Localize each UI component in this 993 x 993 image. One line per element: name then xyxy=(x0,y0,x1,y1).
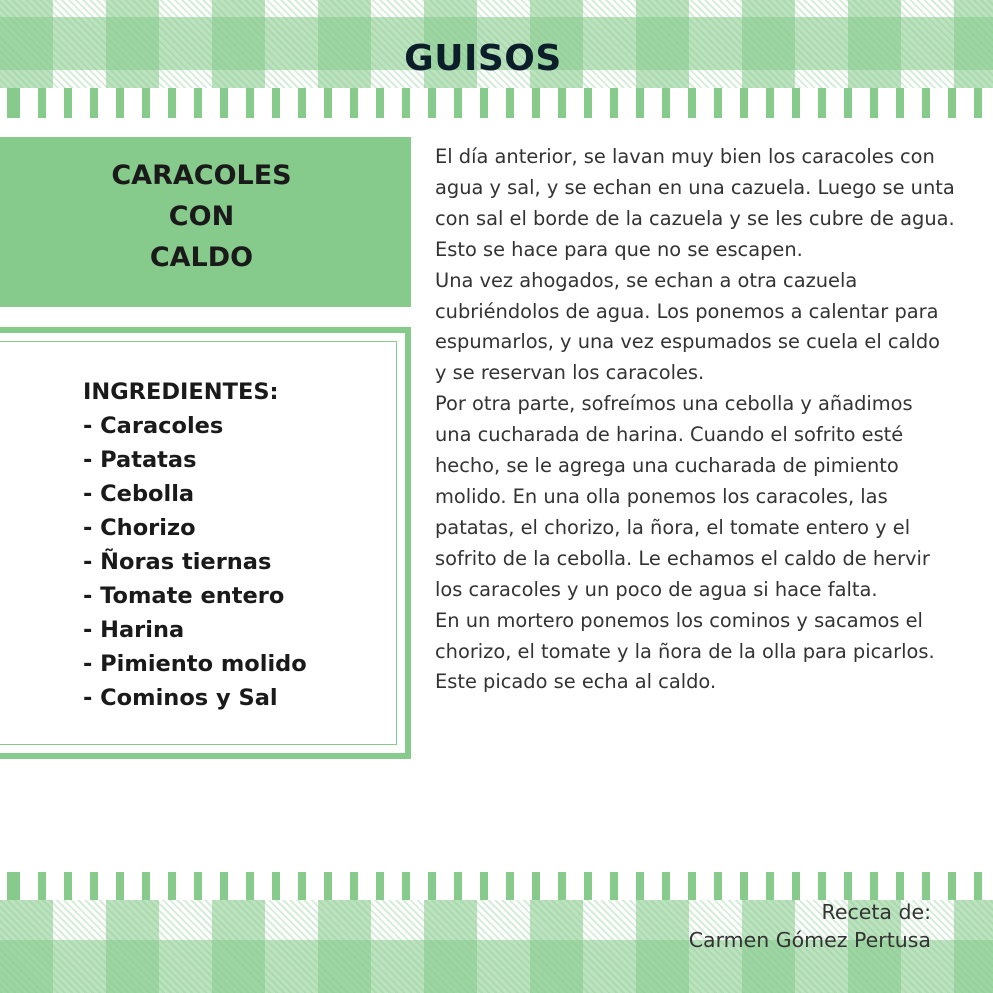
recipe-name-line: CALDO xyxy=(149,241,254,273)
ingredient-item: - Caracoles xyxy=(83,413,224,439)
instructions-paragraph: Una vez ahogados, se echan a otra cazuela cubriéndolos de agua. Los ponemos a calentar para espumarlos, y una vez espumados se cuela el caldo y se reservan los caracoles. xyxy=(435,268,940,385)
credit-label: Receta de: xyxy=(821,900,931,924)
recipe-name-box xyxy=(0,137,411,307)
recipe-name-line: CARACOLES xyxy=(111,159,292,191)
instructions-paragraph: Por otra parte, sofreímos una cebolla y añadimos una cucharada de harina. Cuando el sofrito esté hecho, se le agrega una cucharada de pimiento molido. En una olla ponemos los caracoles, las patatas, el chorizo, la ñora, el tomate entero y el sofrito de la cebolla. Le echamos el caldo de hervir los caracoles y un poco de agua si hace falta. xyxy=(435,392,930,601)
ingredient-item: - Tomate entero xyxy=(83,583,285,609)
recipe-credit xyxy=(689,898,931,954)
ingredient-item: - Cebolla xyxy=(83,481,195,507)
header-tick-border xyxy=(0,88,993,118)
ingredient-item: - Patatas xyxy=(83,447,197,473)
ingredients-list xyxy=(83,375,307,715)
category-title: GUISOS xyxy=(404,38,562,79)
credit-author: Carmen Gómez Pertusa xyxy=(688,928,931,952)
instructions-paragraph: En un mortero ponemos los cominos y sacamos el chorizo, el tomate y la ñora de la olla para picarlos. Este picado se echa al caldo. xyxy=(435,608,935,694)
recipe-name-line: CON xyxy=(168,200,235,232)
ingredient-item: - Pimiento molido xyxy=(83,651,307,677)
instructions-text xyxy=(435,142,955,698)
ingredient-item: - Cominos y Sal xyxy=(83,685,278,711)
ingredient-item: - Chorizo xyxy=(83,515,196,541)
footer-tick-border xyxy=(0,872,993,900)
recipe-name xyxy=(111,155,291,278)
ingredient-item: - Ñoras tiernas xyxy=(83,549,272,575)
ingredient-item: - Harina xyxy=(83,617,185,643)
ingredients-heading: INGREDIENTES: xyxy=(83,379,279,405)
instructions-paragraph: El día anterior, se lavan muy bien los caracoles con agua y sal, y se echan en una cazuela. Luego se unta con sal el borde de la cazuela y se les cubre de agua. Esto se hace para que no se escapen. xyxy=(435,145,955,261)
